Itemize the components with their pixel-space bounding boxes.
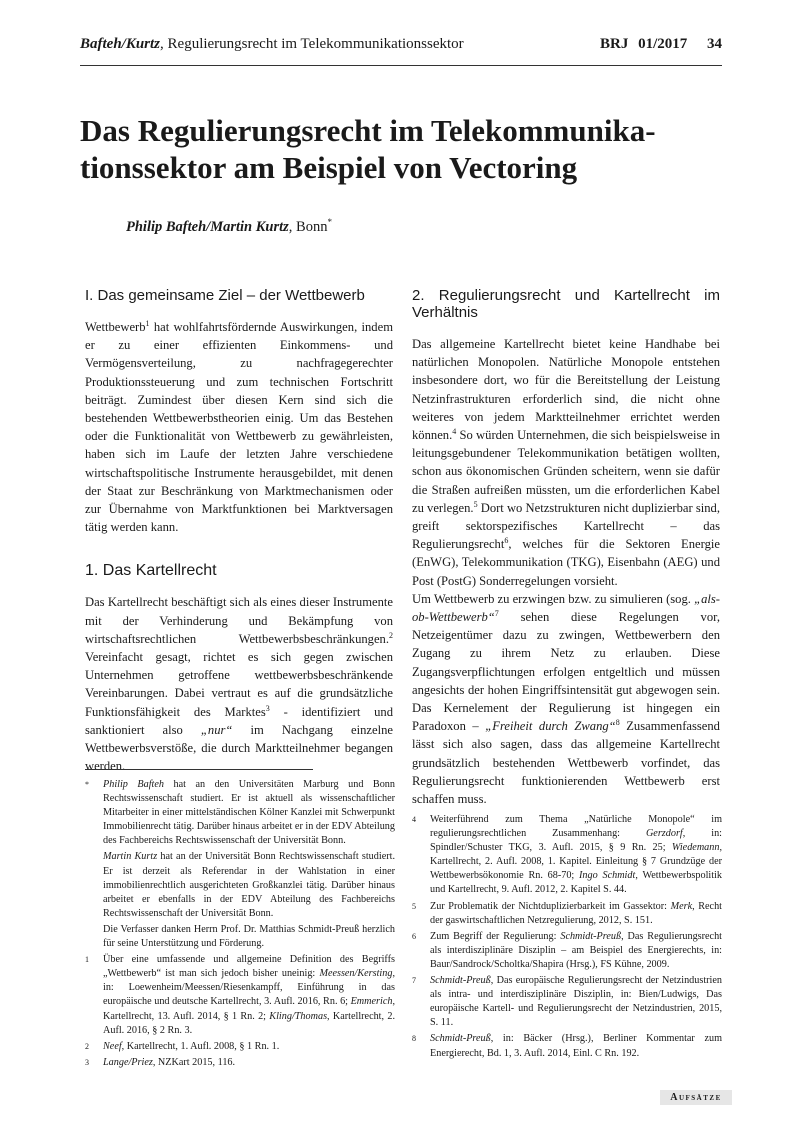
footnote-ref[interactable]: 3 — [265, 703, 270, 713]
text-run: Vereinfacht gesagt, richtet es sich gegen zwischen Unternehmen getroffene wettbewerbsbeschränkende Vereinbarungen. Dabei vertraut es auf die grundsätzliche Funktionsfähigkeit des Marktes — [85, 650, 393, 719]
footnote-text-run: , in: Bäcker (Hrsg.), Berliner Kommentar zum Energierecht, Bd. 1, 3. Aufl. 2014, Einl. C Rn. 192. — [430, 1033, 722, 1059]
footnote-number: 2 — [85, 1041, 89, 1051]
footnote-text-run: Zur Problematik der Nichtduplizierbarkeit im Gassektor: — [430, 900, 671, 912]
running-head — [80, 36, 722, 66]
running-head-authors: Bafteh/Kurtz — [80, 36, 161, 52]
footnote — [412, 1032, 722, 1060]
footnote-ref[interactable]: 7 — [494, 608, 499, 618]
right-column — [412, 287, 720, 808]
byline-footnote-mark: * — [327, 217, 332, 227]
footnote-author: Philip Bafteh — [103, 779, 164, 790]
text-run: Um Wettbewerb zu erzwingen bzw. zu simulieren (sog. — [412, 591, 695, 606]
text-run: Das allgemeine Kartellrecht bietet keine Handhabe bei natürlichen Monopolen. Natürliche Monopole entstehen insbesondere dort, wo für die Bereitstellung der Leistung Netzinfrastrukturen erforderlich sind, die nicht ohne weiteres von jedem Marktteilnehmer errichtet werden können. — [412, 337, 720, 443]
footnote-number: 1 — [85, 955, 89, 965]
footnote-ref[interactable]: 6 — [504, 536, 509, 546]
running-head-title — [80, 36, 464, 53]
article-title-line-2: tionssektor am Beispiel von Vectoring — [80, 150, 578, 185]
byline-place: , Bonn — [288, 218, 328, 235]
footnote-number: 6 — [412, 931, 416, 941]
journal-issue: BRJ 01/2017 — [599, 36, 688, 52]
footnote-divider — [85, 769, 313, 770]
footnote-number: 4 — [412, 815, 416, 824]
text-run: Wettbewerb — [85, 320, 146, 334]
footnote-text — [103, 923, 395, 951]
footnote-text-run: Die Verfasser danken Herrn Prof. Dr. Matthias Schmidt-Preuß herzlich für seine Unterstützung und Förderung. — [103, 923, 395, 950]
footnote — [412, 900, 722, 928]
article-title-line-1: Das Regulierungsrecht im Telekommunika- — [80, 113, 656, 148]
section-3-paragraph-1 — [412, 335, 720, 590]
footnote-author: Neef — [103, 1040, 122, 1052]
footnotes-right — [412, 813, 722, 1063]
footnote-ref[interactable]: 8 — [615, 718, 620, 728]
left-column — [85, 287, 393, 775]
footnote — [85, 1056, 395, 1070]
footnote — [412, 930, 722, 972]
running-head-article: , Regulierungsrecht im Telekommunikationssektor — [160, 36, 464, 52]
footnote — [85, 953, 395, 1038]
footnote-text — [103, 778, 395, 848]
footnote-text — [103, 1056, 395, 1070]
footnote-text-run: Zum Begriff der Regulierung: — [430, 930, 561, 942]
footnote-text — [430, 974, 722, 1030]
text-run: So würden Unternehmen, die sich beispielsweise in leitungsgebundener Telekommunikation betätigen wollten, schon aus ökonomischen Gründen scheitern, wenn sie dafür die Straßen aufreißen müssten, um die erforderlichen Kabel zu verlegen. — [412, 428, 720, 515]
footnote-number: 5 — [412, 901, 416, 911]
section-3-paragraph-2 — [412, 590, 720, 808]
footnote-author: Meessen/Kersting — [319, 968, 393, 980]
footnote — [412, 974, 722, 1030]
text-run: Zusammenfassend lässt sich also sagen, dass das allgemeine Kartellrecht grundsätzlich bestehenden Wettbewerb vorfindet, das Regulierungsrecht funktionierenden Wettbewerb erst schaffen muss. — [412, 719, 720, 807]
footnote-author: Emmerich — [350, 996, 393, 1008]
section-1-paragraph — [85, 318, 393, 536]
text-run: Das Kartellrecht beschäftigt sich als eines dieser Instrumente mit der Verhinderung und Bekämpfung von wirtschaftsrechtlichen Wettbewerbsbeschränkungen. — [85, 595, 393, 646]
text-emphasis: „als-ob-Wettbewerb“ — [412, 591, 720, 625]
footnote-text-run: , in: Spindler/Schuster TKG, 3. Aufl. 2015, § 9 Rn. 25; — [430, 828, 722, 854]
text-run: sehen diese Regelungen vor, Netzeigentümer dazu zu zwingen, Wettbewerbern den Zugang zu ihrem Netz zu erlauben. Diese Zugangsverpflichtungen erfolgen entgeltlich und müssen angesichts der hohen Eingriffsintensität gut abgewogen sein. Das Kernelement der Regulierung ist hingegen ein Paradoxon – — [412, 610, 720, 734]
footnote-text-run: , Das Regulierungsrecht als interdisziplinäre Disziplin – am Beispiel des Energierechts, in: Baur/Sandrock/Scholtka/Shapira (Hrsg.), FS Kühne, 2009. — [430, 930, 722, 970]
footnote-number — [85, 850, 103, 920]
section-heading-2: 1. Das Kartellrecht — [85, 562, 217, 580]
footnote-text — [430, 813, 722, 898]
footnote — [412, 813, 722, 898]
footnote-author: Lange/Priez — [103, 1056, 153, 1068]
footnote-ref[interactable]: 1 — [145, 318, 150, 328]
footnote-text — [430, 1032, 722, 1060]
footnote — [85, 850, 395, 920]
footnote-author: Gerzdorf — [645, 828, 683, 840]
footnote-author: Schmidt-Preuß — [560, 930, 622, 942]
text-run: , welches für die Sektoren Energie (EnWG), Telekommunikation (TKG), Eisenbahn (AEG) und Post (PostG) Sonderregelungen vorsieht. — [412, 537, 720, 588]
footnote-number: * — [85, 780, 89, 789]
section-2-paragraph — [85, 593, 393, 775]
footnote-author: Wiedemann — [671, 842, 720, 854]
footnote-text-run: , Kartellrecht, 2. Aufl. 2016, § 2 Rn. 3. — [103, 1010, 395, 1036]
text-run: hat wohlfahrtsfördernde Auswirkungen, indem er zu einer effizienten Einkommens- und Vermögensverteilung, zu nachfragegerechter Produktionssteuerung und zum technischen Fortschritt beiträgt. Zumindest über diesen Kern sind sich die bestehenden Wettbewerbstheorien einig. Um das Bestehen oder die Funktionalität von Wettbewerb zu gewährleisten, haben sich im Laufe der letzten Jahre verschiedene wirtschaftspolitische Instrumente herausgebildet, mit denen der Staat zur Beschränkung von Marktmechanismen oder zur Übernahme von Marktfunktionen bei Marktversagen tätig werden kann. — [85, 320, 393, 535]
footnote-number: 8 — [412, 1034, 416, 1044]
footnote-text-run: , Kartellrecht, 1. Aufl. 2008, § 1 Rn. 1. — [121, 1040, 280, 1052]
footnote-text-run: hat an der Universität Bonn Rechtswissenschaft studiert. Er ist derzeit als Referendar in der Wahlstation in einer immobilienrechtlich ausgerichteten Großkanzlei tätig. Darüber hinaus arbeitet er ebenfalls in der EDV Abteilung des Fachbereichs Rechtswissenschaft der Universität Bonn. — [103, 851, 395, 919]
footnotes-left — [85, 778, 395, 1072]
footnote-text — [430, 930, 722, 972]
footnote-author: Schmidt-Preuß — [430, 1033, 491, 1045]
footnote-ref[interactable]: 4 — [452, 426, 457, 436]
footnote-text-run: hat an den Universitäten Marburg und Bonn Rechtswissenschaft studiert. Er ist aktuell als wissenschaftlicher Mitarbeiter in einer mittelständischen Kölner Kanzlei mit Schwerpunkt Immobilienrecht tätig. Darüber hinaus arbeitet er in der EDV Abteilung des Fachbereichs Rechtswissenschaft der Universität Bonn. — [103, 779, 395, 847]
footnote-text-run: , in: Loewenheim/Meessen/Riesenkampff, Einführung in das europäische und deutsche Kartellrecht, 3. Aufl. 2016, Rn. 6; — [103, 968, 395, 1008]
footnote-author: Ingo Schmidt — [579, 870, 636, 882]
article-title — [80, 112, 730, 186]
footnote-ref[interactable]: 5 — [473, 499, 478, 509]
footnote-text-run: , Kartellrecht, 13. Aufl. 2014, § 1 Rn. 2; — [103, 996, 395, 1022]
footnote-author: Martin Kurtz — [103, 851, 158, 863]
footnote-text-run: , Kartellrecht, 2. Aufl. 2008, 1. Kapitel. Einleitung § 7 Grundzüge der Wettbewerbsökonomie Rn. 68-70; — [430, 842, 722, 882]
footnote — [85, 923, 395, 951]
footnote-text-run: , Wettbewerbspolitik und Kartellrecht, 9. Aufl. 2012, 2. Kapitel S. 44. — [430, 870, 722, 896]
section-heading-1: I. Das gemeinsame Ziel – der Wettbewerb — [85, 287, 365, 304]
footnote-text — [103, 850, 395, 920]
page-number: 34 — [707, 36, 722, 52]
text-run: im Nachgang einzelne Wettbewerbsverstöße, die durch Marktteilnehmer begangen werden. — [85, 722, 393, 774]
footnote-author: Schmidt-Preuß — [430, 975, 491, 987]
byline-authors: Philip Bafteh/Martin Kurtz — [126, 218, 289, 235]
running-head-journal-info — [600, 36, 722, 53]
footnote-text-run: , Recht der gaswirtschaftlichen Netzregulierung, 2012, S. 151. — [430, 900, 723, 926]
byline — [126, 217, 332, 236]
footnote-author: Merk — [670, 900, 693, 912]
footnote-text — [103, 953, 395, 1038]
section-heading-3: 2. Regulierungsrecht und Kartellrecht im Verhältnis — [412, 287, 720, 321]
footnote-number — [85, 923, 103, 951]
footnote-text-run: , Das europäische Regulierungsrecht der Netzindustrien als intra- und interdisziplinäre Disziplin, in: Bien/Ludwigs, Das europäische Kartell- und Regulierungsrecht der Netzindustrien, 2015, S. 11. — [430, 975, 722, 1029]
text-run: - identifiziert und sanktioniert also — [85, 704, 393, 737]
footnote-text — [103, 1040, 395, 1054]
footnote-ref[interactable]: 2 — [389, 630, 393, 640]
footnote-number: 3 — [85, 1057, 89, 1067]
section-tag: Aufsätze — [660, 1090, 732, 1105]
footnote-author: Kling/Thomas — [269, 1010, 328, 1022]
footnote-number: 7 — [412, 976, 416, 986]
footnote-text-run: , NZKart 2015, 116. — [152, 1056, 236, 1068]
footnote-text — [430, 900, 722, 928]
footnote-text-run: Weiterführend zum Thema „Natürliche Monopole“ im regulierungsrechtlichen Zusammenhang: — [430, 814, 722, 840]
footnote — [85, 778, 395, 848]
text-emphasis: „nur“ — [200, 722, 233, 737]
footnote-text-run: Über eine umfassende und allgemeine Definition des Begriffs „Wettbewerb“ ist man sich jedoch bisher uneinig: — [103, 954, 395, 980]
text-run: Dort wo Netzstrukturen nicht duplizierbar sind, greift sektorspezifisches Kartellrecht – das Regulierungsrecht — [412, 500, 720, 552]
footnote — [85, 1040, 395, 1054]
text-emphasis: „Freiheit durch Zwang“ — [485, 719, 616, 734]
